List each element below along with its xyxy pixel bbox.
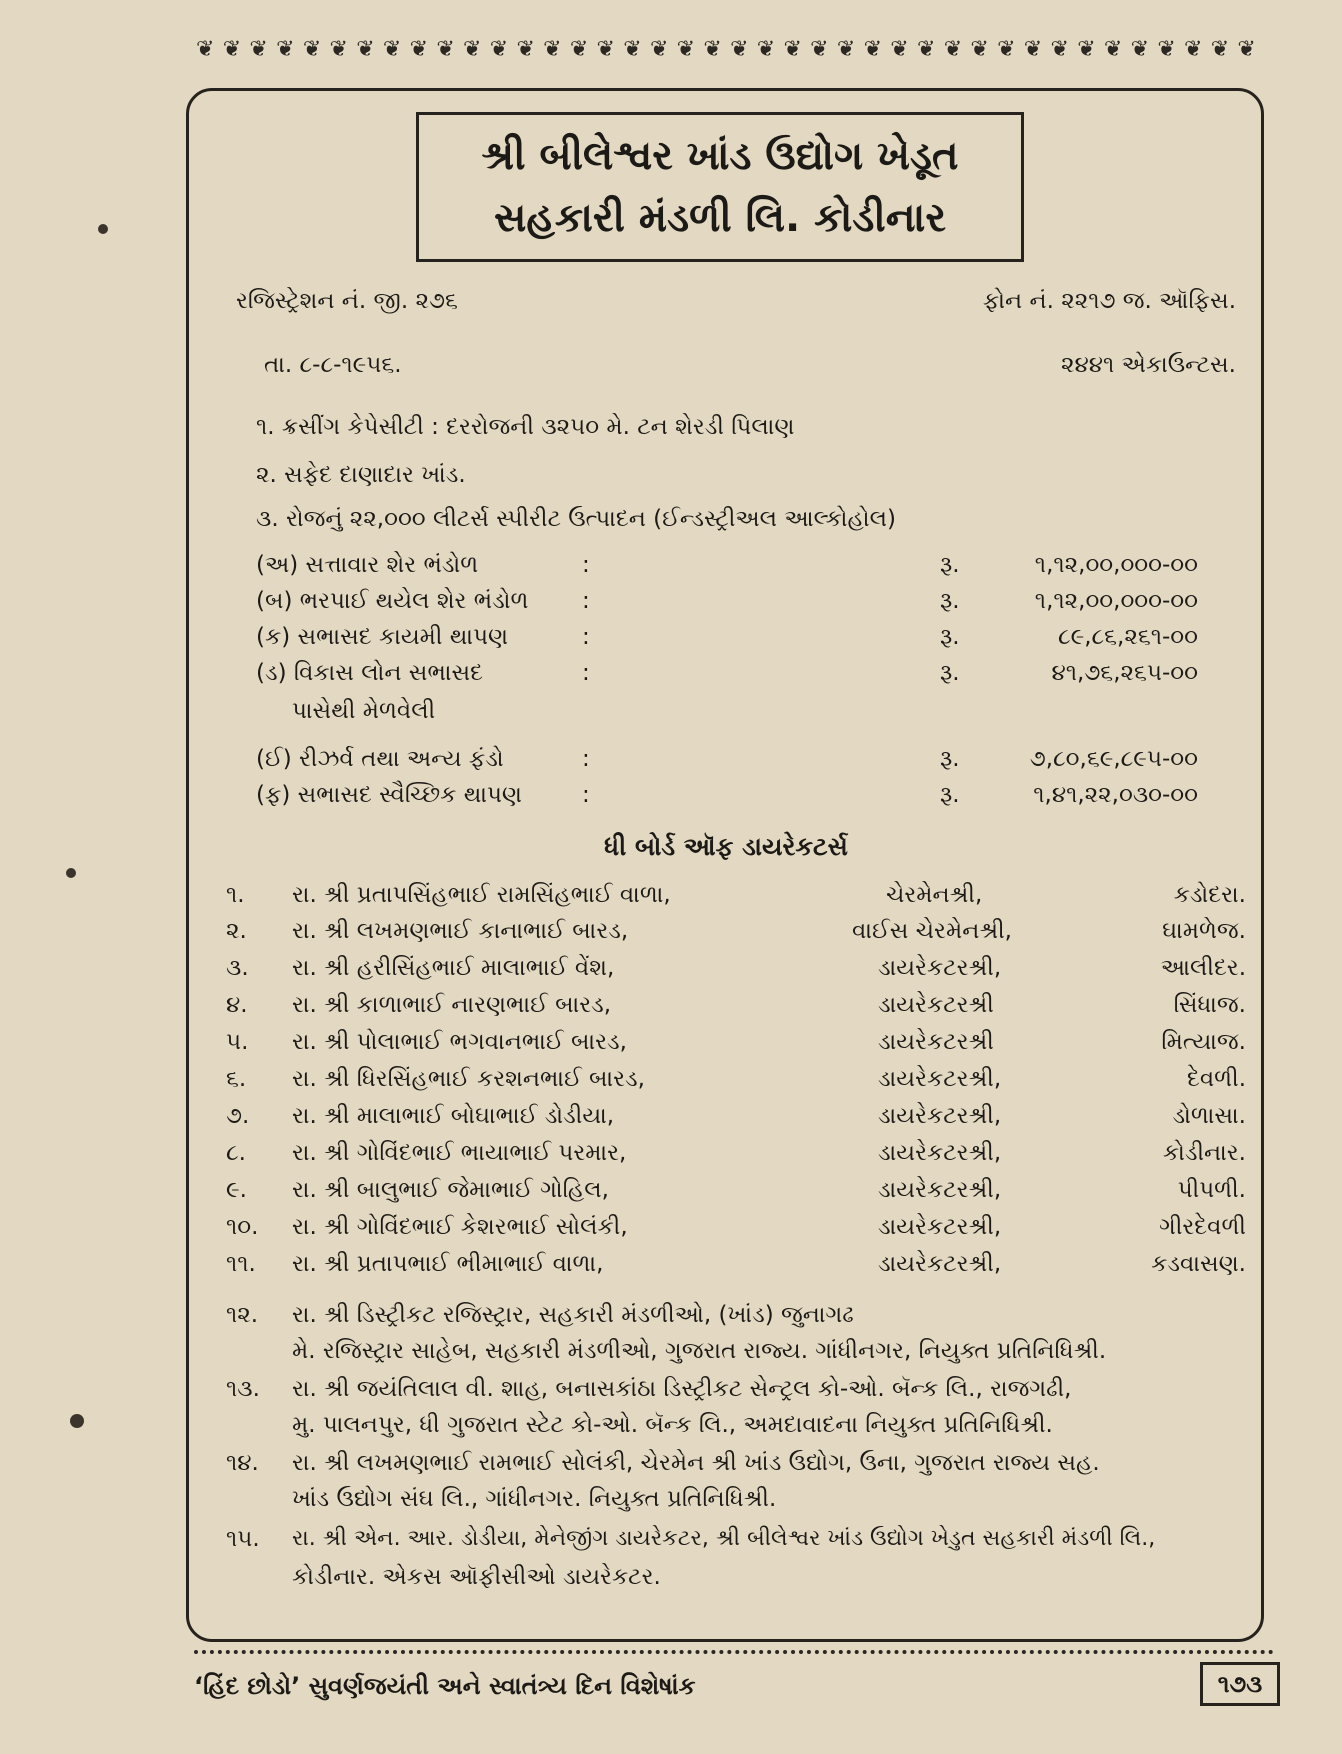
director-name: રા. શ્રી લખમણભાઈ કાનાભાઈ બારડ,: [292, 918, 629, 944]
director-number: ૯.: [226, 1177, 247, 1203]
director-place: પીપળી.: [1177, 1177, 1246, 1203]
ornament-glyph: ❦: [863, 36, 883, 62]
director-role: ડાયરેકટરશ્રી,: [878, 1066, 1002, 1092]
finance-amount: ૧,૧૨,૦૦,૦૦૦-૦૦: [1034, 588, 1198, 614]
ornament-glyph: ❦: [436, 36, 455, 62]
director-name: રા. શ્રી પ્રતાપસિંહભાઈ રામસિંહભાઈ વાળા,: [292, 882, 671, 908]
director-place: કડોદરા.: [1173, 882, 1246, 908]
ornament-glyph: ❦: [543, 36, 562, 62]
finance-amount: ૭,૮૦,૬૯,૮૯૫-૦૦: [1029, 746, 1198, 772]
ornament-glyph: ❦: [1210, 36, 1230, 62]
ornament-glyph: ❦: [569, 36, 589, 62]
director-number: ૧૦.: [226, 1214, 259, 1240]
ornament-glyph: ❦: [409, 36, 429, 62]
finance-currency: રૂ.: [940, 782, 960, 808]
director-number: ૫.: [226, 1029, 249, 1055]
title-line-2: સહકારી મંડળી લિ. કોડીનાર: [493, 195, 946, 241]
ornament-glyph: ❦: [463, 36, 482, 62]
director-role: ચેરમેનશ્રી,: [886, 882, 983, 908]
director-name: રા. શ્રી ગોવિંદભાઈ કેશરભાઈ સોલંકી,: [292, 1214, 628, 1240]
entry-line: રા. શ્રી એન. આર. ડોડીયા, મેનેજીંગ ડાયરેકટર, શ્રી બીલેશ્વર ખાંડ ઉદ્યોગ ખેડુત સહકારી મંડળી લિ.,: [292, 1526, 1156, 1551]
ornament-glyph: ❦: [516, 36, 535, 62]
ornament-glyph: ❦: [382, 36, 402, 62]
entry-number: ૧૨.: [226, 1302, 259, 1328]
ornament-glyph: ❦: [756, 36, 776, 62]
director-name: રા. શ્રી ગોવિંદભાઈ ભાયાભાઈ પરમાર,: [292, 1140, 627, 1166]
ornament-glyph: ❦: [943, 36, 963, 62]
ornament-glyph: ❦: [1237, 36, 1256, 62]
director-place: આલીદર.: [1160, 955, 1246, 981]
director-number: ૮.: [226, 1140, 246, 1166]
accounts-phone: ૨૪૪૧ એકાઉન્ટસ.: [1061, 352, 1236, 378]
ornament-glyph: ❦: [810, 36, 829, 62]
director-role: ડાયરેકટરશ્રી,: [878, 955, 1002, 981]
ornament-glyph: ❦: [1184, 36, 1203, 62]
feature-item: ૩. રોજનું ૨૨,૦૦૦ લીટર્સ સ્પીરીટ ઉત્પાદન (ઈન્ડસ્ટ્રીઅલ આલ્કોહોલ): [256, 506, 897, 532]
ornament-glyph: ❦: [596, 36, 615, 62]
director-name: રા. શ્રી માલાભાઈ બોઘાભાઈ ડોડીયા,: [292, 1103, 615, 1129]
ornament-glyph: ❦: [783, 36, 802, 62]
ornament-glyph: ❦: [249, 36, 268, 62]
ornament-glyph: ❦: [836, 36, 856, 62]
director-place: કડવાસણ.: [1151, 1251, 1246, 1277]
finance-amount: ૧,૪૧,૨૨,૦૩૦-૦૦: [1033, 782, 1198, 808]
page-number: ૧૭૩: [1200, 1662, 1280, 1706]
finance-separator: :: [582, 660, 590, 686]
ornament-glyph: ❦: [1103, 36, 1123, 62]
director-row: [222, 918, 1252, 952]
ornament-glyph: ❦: [222, 36, 242, 62]
director-place: કોડીનાર.: [1162, 1140, 1246, 1166]
director-number: ૧.: [226, 882, 245, 908]
ornament-glyph: ❦: [276, 36, 295, 62]
director-role: ડાયરેકટરશ્રી,: [878, 1251, 1002, 1277]
ornament-glyph: ❦: [1023, 36, 1043, 62]
director-number: ૧૧.: [226, 1251, 256, 1277]
director-name: રા. શ્રી ધિરસિંહભાઈ કરશનભાઈ બારડ,: [292, 1066, 645, 1092]
director-row: [222, 992, 1252, 1026]
director-name: રા. શ્રી પ્રતાપભાઈ ભીમાભાઈ વાળા,: [292, 1251, 604, 1277]
ornament-glyph: ❦: [356, 36, 375, 62]
director-place: ગીરદેવળી: [1159, 1214, 1246, 1240]
finance-label: (બ) ભરપાઈ થયેલ શેર ભંડોળ: [256, 588, 529, 614]
director-role: ડાયરેકટરશ્રી,: [878, 1140, 1002, 1166]
finance-currency: રૂ.: [940, 552, 960, 578]
ornament-glyph: ❦: [649, 36, 669, 62]
director-role: ડાયરેકટરશ્રી: [878, 1029, 994, 1055]
entry-line: મુ. પાલનપુર, ધી ગુજરાત સ્ટેટ કો-ઓ. બૅન્ક લિ., અમદાવાદના નિયુક્ત પ્રતિનિધિશ્રી.: [292, 1412, 1053, 1438]
finance-label: (ઈ) રીઝર્વ તથા અન્ય ફંડો: [256, 746, 504, 772]
director-number: ૪.: [226, 992, 248, 1018]
director-name: રા. શ્રી કાળાભાઈ નારણભાઈ બારડ,: [292, 992, 612, 1018]
finance-label: (ડ) વિકાસ લોન સભાસદ: [256, 660, 483, 686]
phone-number: ફોન નં. ૨૨૧૭ જ. ઑફિસ.: [982, 288, 1236, 314]
finance-separator: :: [582, 782, 590, 808]
director-number: ૨.: [226, 918, 247, 944]
entry-line: રા. શ્રી લખમણભાઈ રામભાઈ સોલંકી, ચેરમેન શ્રી ખાંડ ઉદ્યોગ, ઉના, ગુજરાત રાજ્ય સહ.: [292, 1450, 1100, 1476]
top-ornament-border: [196, 34, 1256, 64]
finance-label: (અ) સત્તાવાર શેર ભંડોળ: [256, 552, 479, 578]
ornament-glyph: ❦: [623, 36, 642, 62]
ornament-glyph: ❦: [1050, 36, 1069, 62]
binding-hole: [98, 224, 108, 234]
ornament-glyph: ❦: [196, 36, 215, 62]
footer-dotted-rule: [194, 1650, 1274, 1654]
finance-label: (ક) સભાસદ કાયમી થાપણ: [256, 624, 509, 650]
finance-label: (ફ) સભાસદ સ્વૈચ્છિક થાપણ: [256, 782, 522, 808]
finance-currency: રૂ.: [940, 624, 960, 650]
ornament-glyph: ❦: [1077, 36, 1096, 62]
finance-currency: રૂ.: [940, 660, 960, 686]
ornament-glyph: ❦: [1130, 36, 1150, 62]
director-role: ડાયરેકટરશ્રી,: [878, 1177, 1002, 1203]
finance-separator: :: [582, 588, 590, 614]
board-heading: ધી બોર્ડ ઑફ ડાયરેકટર્સ: [604, 832, 848, 861]
finance-separator: :: [582, 746, 590, 772]
entry-number: ૧૩.: [226, 1376, 260, 1402]
director-role: ડાયરેકટરશ્રી,: [878, 1214, 1002, 1240]
director-role: વાઈસ ચેરમેનશ્રી,: [852, 918, 1012, 944]
director-row: [222, 1029, 1252, 1063]
footer-caption: ‘હિંદ છોડો’ સુવર્ણજયંતી અને સ્વાતંત્ર્ય દિન વિશેષાંક: [194, 1672, 696, 1700]
ornament-glyph: ❦: [730, 36, 749, 62]
director-place: ડોળાસા.: [1172, 1103, 1246, 1129]
director-number: ૬.: [226, 1066, 247, 1092]
entry-number: ૧૪.: [226, 1450, 259, 1476]
director-row: [222, 1214, 1252, 1248]
ornament-glyph: ❦: [997, 36, 1016, 62]
registration-date: તા. ૮-૮-૧૯૫૬.: [264, 352, 402, 378]
ornament-glyph: ❦: [1157, 36, 1176, 62]
feature-item: ૨. સફેદ દાણાદાર ખાંડ.: [256, 462, 466, 488]
entry-line: રા. શ્રી જયંતિલાલ વી. શાહ, બનાસકાંઠા ડિસ્ટ્રીકટ સેન્ટ્રલ કો-ઓ. બૅન્ક લિ., રાજગઢી,: [292, 1376, 1072, 1402]
director-place: સિંધાજ.: [1173, 992, 1246, 1018]
finance-currency: રૂ.: [940, 588, 960, 614]
director-row: [222, 882, 1252, 916]
entry-line: કોડીનાર. એકસ ઑફીસીઓ ડાયરેકટર.: [292, 1564, 661, 1590]
content-frame: [186, 88, 1264, 1642]
ornament-glyph: ❦: [970, 36, 989, 62]
director-name: રા. શ્રી પોલાભાઈ ભગવાનભાઈ બારડ,: [292, 1029, 627, 1055]
finance-separator: :: [582, 624, 590, 650]
director-number: ૩.: [226, 955, 249, 981]
director-number: ૭.: [226, 1103, 250, 1129]
entry-line: રા. શ્રી ડિસ્ટ્રીકટ રજિસ્ટ્રાર, સહકારી મંડળીઓ, (ખાંડ) જુનાગઢ: [292, 1302, 854, 1328]
ornament-glyph: ❦: [916, 36, 936, 62]
entry-number: ૧૫.: [226, 1526, 260, 1552]
title-line-1: શ્રી બીલેશ્વર ખાંડ ઉદ્યોગ ખેડૂત: [481, 133, 959, 179]
director-role: ડાયરેકટરશ્રી: [878, 992, 994, 1018]
registration-number: રજિસ્ટ્રેશન નં. જી. ૨૭૬: [236, 288, 458, 314]
director-name: રા. શ્રી બાલુભાઈ જેમાભાઈ ગોહિલ,: [292, 1177, 609, 1203]
director-row: [222, 1103, 1252, 1137]
ornament-glyph: ❦: [489, 36, 509, 62]
binding-hole: [66, 868, 76, 878]
ornament-glyph: ❦: [329, 36, 348, 62]
director-row: [222, 1140, 1252, 1174]
director-place: ઘામળેજ.: [1162, 918, 1246, 944]
ornament-glyph: ❦: [703, 36, 722, 62]
director-row: [222, 955, 1252, 989]
director-name: રા. શ્રી હરીસિંહભાઈ માલાભાઈ વેંશ,: [292, 955, 615, 981]
director-row: [222, 1177, 1252, 1211]
finance-amount: ૪૧,૭૬,૨૬૫-૦૦: [1051, 660, 1198, 686]
director-row: [222, 1251, 1252, 1285]
entry-line: મે. રજિસ્ટ્રાર સાહેબ, સહકારી મંડળીઓ, ગુજરાત રાજ્ય. ગાંધીનગર, નિયુક્ત પ્રતિનિધિશ્રી.: [292, 1338, 1107, 1364]
title-box: [416, 112, 1024, 262]
ornament-glyph: ❦: [676, 36, 696, 62]
director-row: [222, 1066, 1252, 1100]
director-place: મિત્યાજ.: [1161, 1029, 1246, 1055]
finance-amount: ૧,૧૨,૦૦,૦૦૦-૦૦: [1034, 552, 1198, 578]
ornament-glyph: ❦: [890, 36, 909, 62]
ornament-glyph: ❦: [302, 36, 322, 62]
director-role: ડાયરેકટરશ્રી,: [878, 1103, 1002, 1129]
director-place: દેવળી.: [1186, 1066, 1246, 1092]
finance-label-continuation: પાસેથી મેળવેલી: [292, 698, 436, 724]
finance-currency: રૂ.: [940, 746, 960, 772]
entry-line: ખાંડ ઉદ્યોગ સંઘ લિ., ગાંધીનગર. નિયુક્ત પ્રતિનિધિશ્રી.: [292, 1486, 777, 1512]
finance-separator: :: [582, 552, 590, 578]
finance-amount: ૮૯,૮૬,૨૬૧-૦૦: [1057, 624, 1198, 650]
feature-item: ૧. ક્રસીંગ કેપેસીટી : દરરોજની ૩૨૫૦ મે. ટન શેરડી પિલાણ: [256, 414, 795, 440]
binding-hole: [70, 1414, 84, 1428]
